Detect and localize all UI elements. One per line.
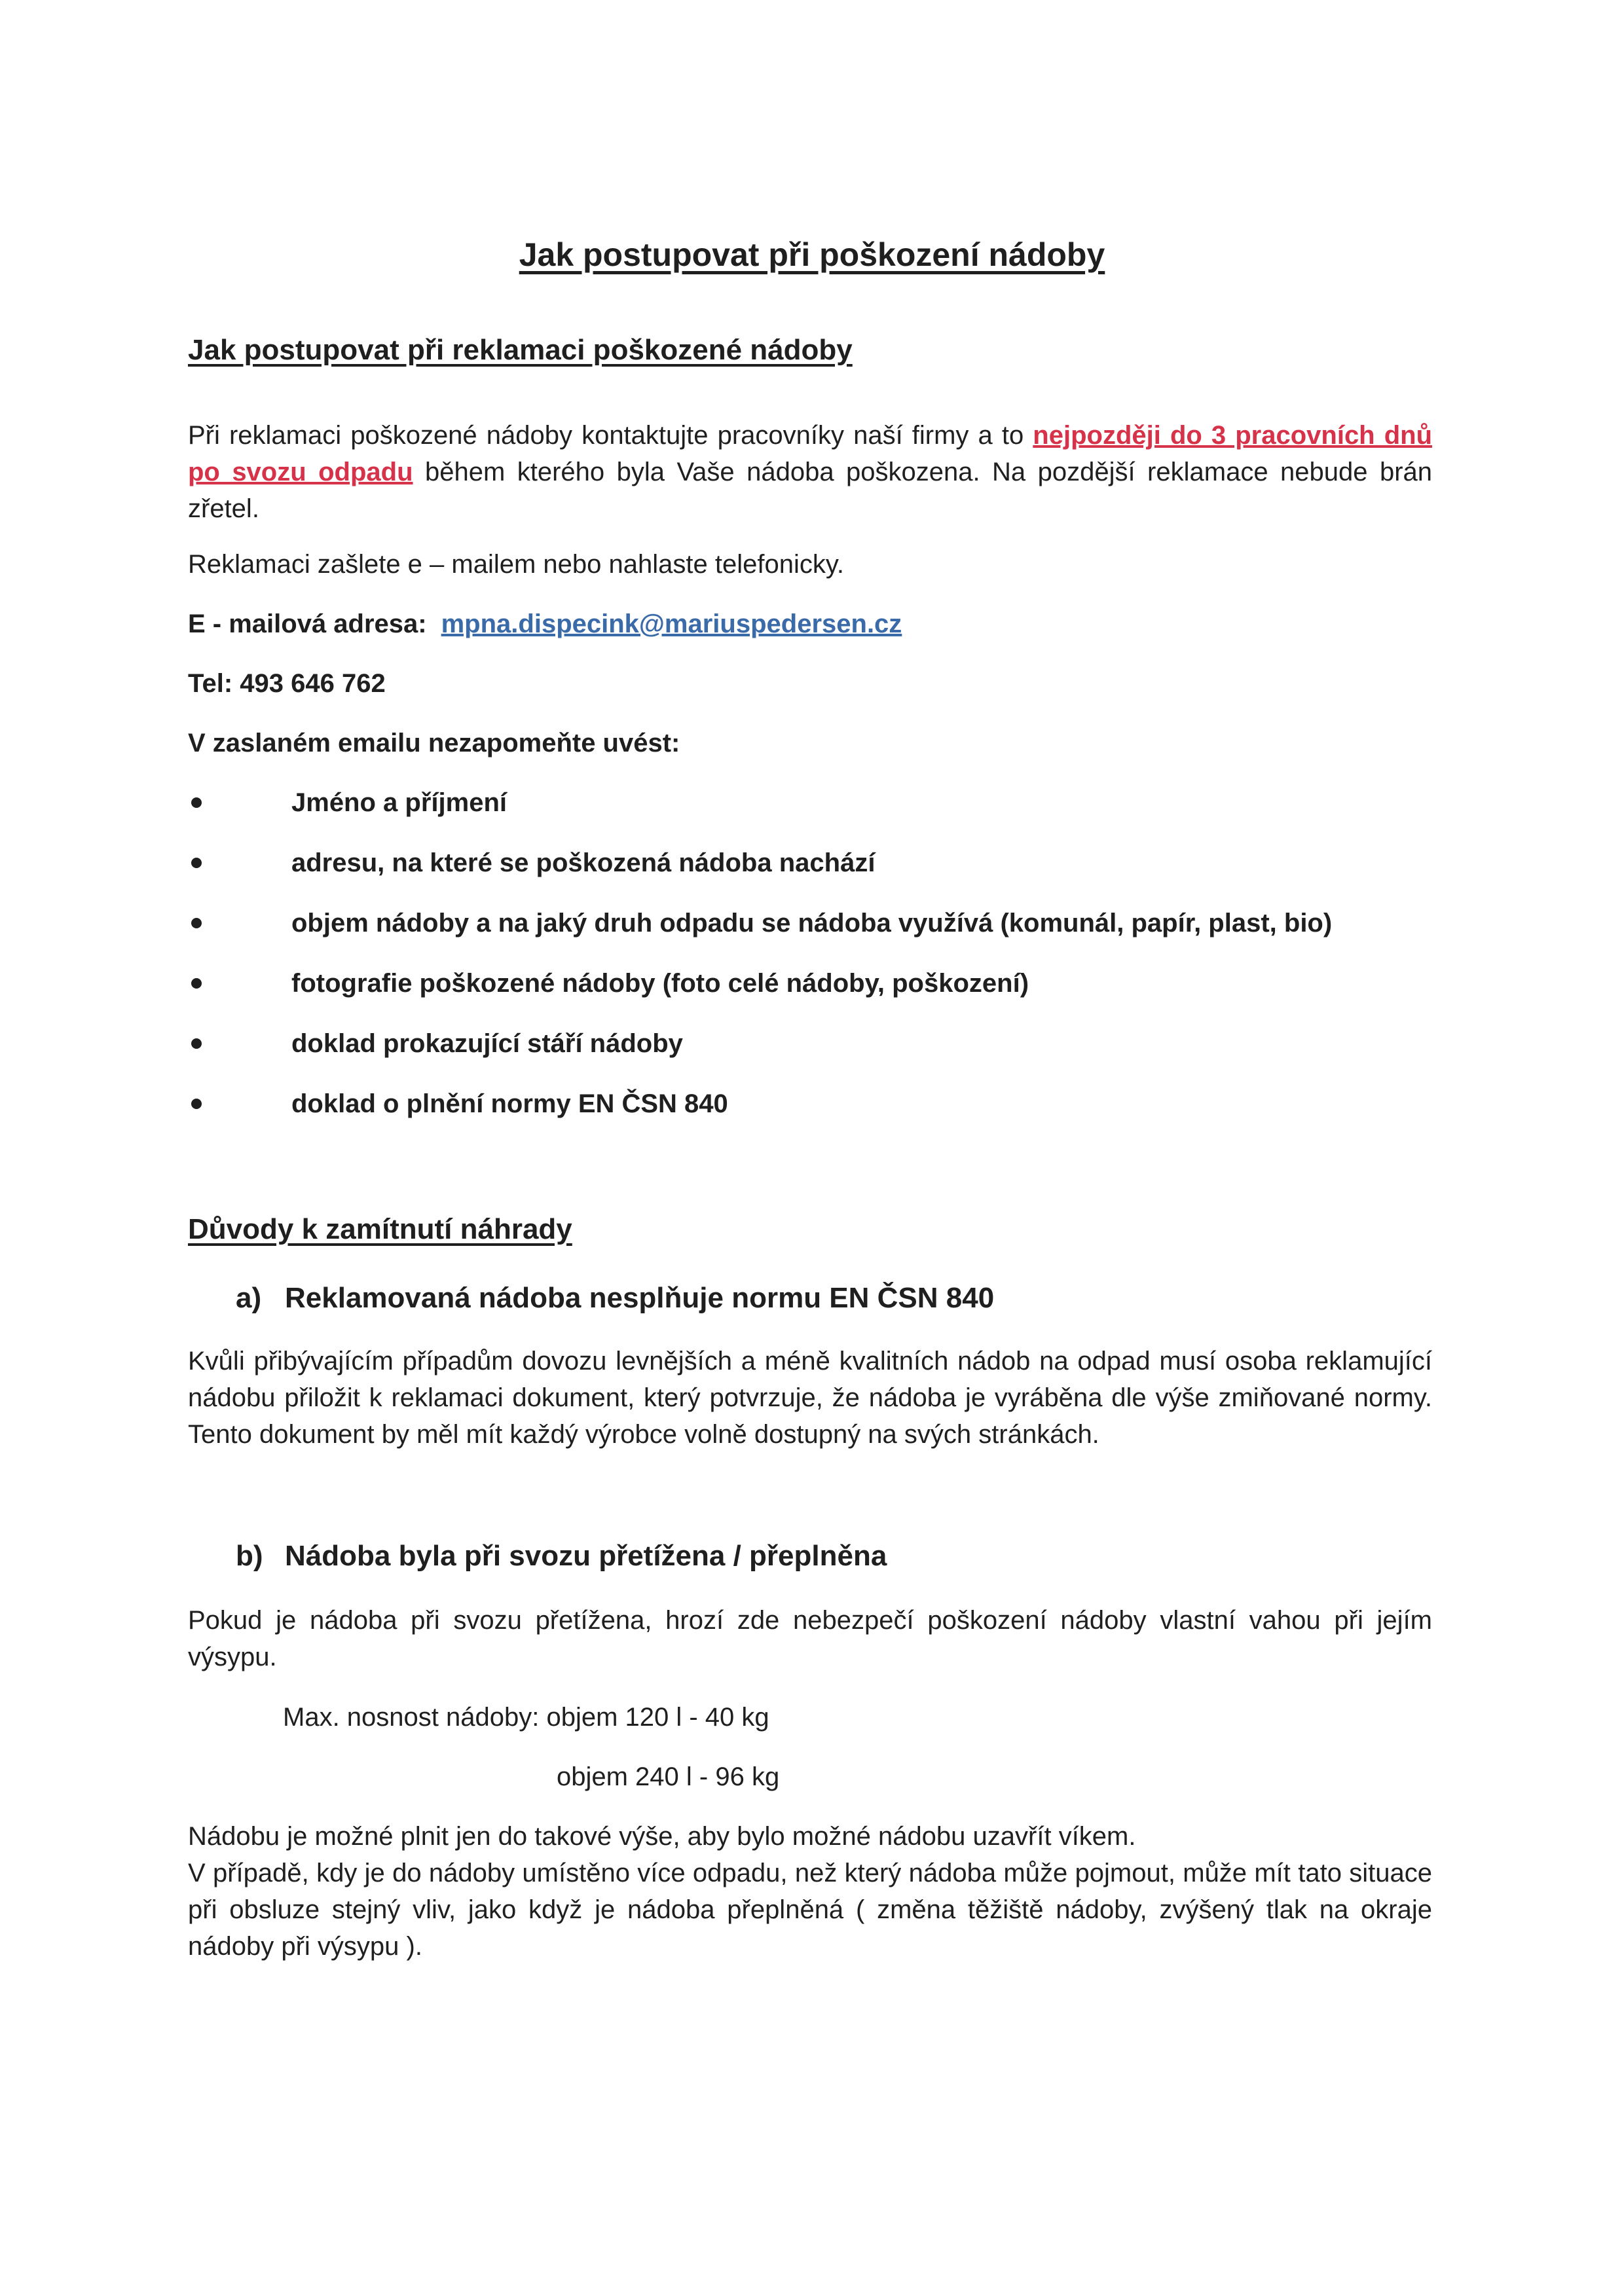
reason-a-text: Kvůli přibývajícím případům dovozu levnějších a méně kvalitních nádob na odpad musí osoba reklamující nádobu přiložit k reklamaci dokument, který potvrzuje, že nádoba je vyráběna dle výše zmiňované normy. Tento dokument by měl mít každý výrobce volně dostupný na svých stránkách. bbox=[188, 1347, 1432, 1449]
list-item: fotografie poškozené nádoby (foto celé nádoby, poškození) bbox=[291, 969, 1029, 998]
complaint-text-end: během kterého byla Vaše nádoba poškozena. Na pozdější reklamace nebude brán zřetel. bbox=[188, 458, 1433, 523]
bullet-icon bbox=[191, 797, 202, 808]
reason-b-title: Nádoba byla při svozu přetížena / přeplněna bbox=[285, 1540, 887, 1572]
section-heading-rejection: Důvody k zamítnutí náhrady bbox=[188, 1213, 572, 1245]
reason-a-heading bbox=[236, 1282, 994, 1315]
page-title: Jak postupovat při poškození nádoby bbox=[519, 236, 1105, 273]
list-item: doklad prokazující stáří nádoby bbox=[291, 1029, 683, 1058]
reason-b-heading bbox=[236, 1540, 887, 1573]
email-label: E - mailová adresa: bbox=[188, 610, 427, 638]
list-item: adresu, na které se poškozená nádoba nachází bbox=[291, 848, 876, 877]
capacity-line-120: Max. nosnost nádoby: objem 120 l - 40 kg bbox=[283, 1703, 769, 1732]
phone-number: Tel: 493 646 762 bbox=[188, 669, 386, 698]
reason-b-letter: b) bbox=[236, 1540, 263, 1572]
reason-a-letter: a) bbox=[236, 1282, 262, 1314]
deadline-highlight: nejpozději do 3 pracovních dnů po svozu odpadu bbox=[188, 421, 1432, 486]
bullet-icon bbox=[191, 978, 202, 989]
list-item: doklad o plnění normy EN ČSN 840 bbox=[291, 1089, 728, 1118]
fill-limit-text: Nádobu je možné plnit jen do takové výše, aby bylo možné nádobu uzavřít víkem. bbox=[188, 1822, 1136, 1851]
list-item: objem nádoby a na jaký druh odpadu se nádoba využívá (komunál, papír, plast, bio) bbox=[291, 909, 1333, 938]
contact-instructions: Reklamaci zašlete e – mailem nebo nahlaste telefonicky. bbox=[188, 550, 844, 579]
reason-b-text: Pokud je nádoba při svozu přetížena, hrozí zde nebezpečí poškození nádoby vlastní vahou při jejím výsypu. bbox=[188, 1606, 1432, 1671]
complaint-text-start: Při reklamaci poškozené nádoby kontaktujte pracovníky naší firmy a to bbox=[188, 421, 1033, 450]
reason-a-title: Reklamovaná nádoba nesplňuje normu EN ČSN 840 bbox=[285, 1282, 995, 1314]
complaint-paragraph bbox=[188, 417, 1432, 527]
bullet-icon bbox=[191, 858, 202, 868]
email-row bbox=[188, 606, 902, 642]
bullet-icon bbox=[191, 918, 202, 928]
section-heading-complaint: Jak postupovat při reklamaci poškozené nádoby bbox=[188, 334, 853, 366]
bullet-icon bbox=[191, 1038, 202, 1049]
email-link[interactable]: mpna.dispecink@mariuspedersen.cz bbox=[441, 610, 902, 638]
capacity-line-240: objem 240 l - 96 kg bbox=[557, 1762, 780, 1791]
bullet-icon bbox=[191, 1099, 202, 1109]
overfill-text: V případě, kdy je do nádoby umístěno více odpadu, než který nádoba může pojmout, může mít tato situace při obsluze stejný vliv, jako když je nádoba přeplněná ( změna těžiště nádoby, zvýšený tlak na okraje nádoby při výsypu ). bbox=[188, 1859, 1432, 1961]
list-item: Jméno a příjmení bbox=[291, 788, 507, 817]
list-intro: V zaslaném emailu nezapomeňte uvést: bbox=[188, 729, 680, 757]
